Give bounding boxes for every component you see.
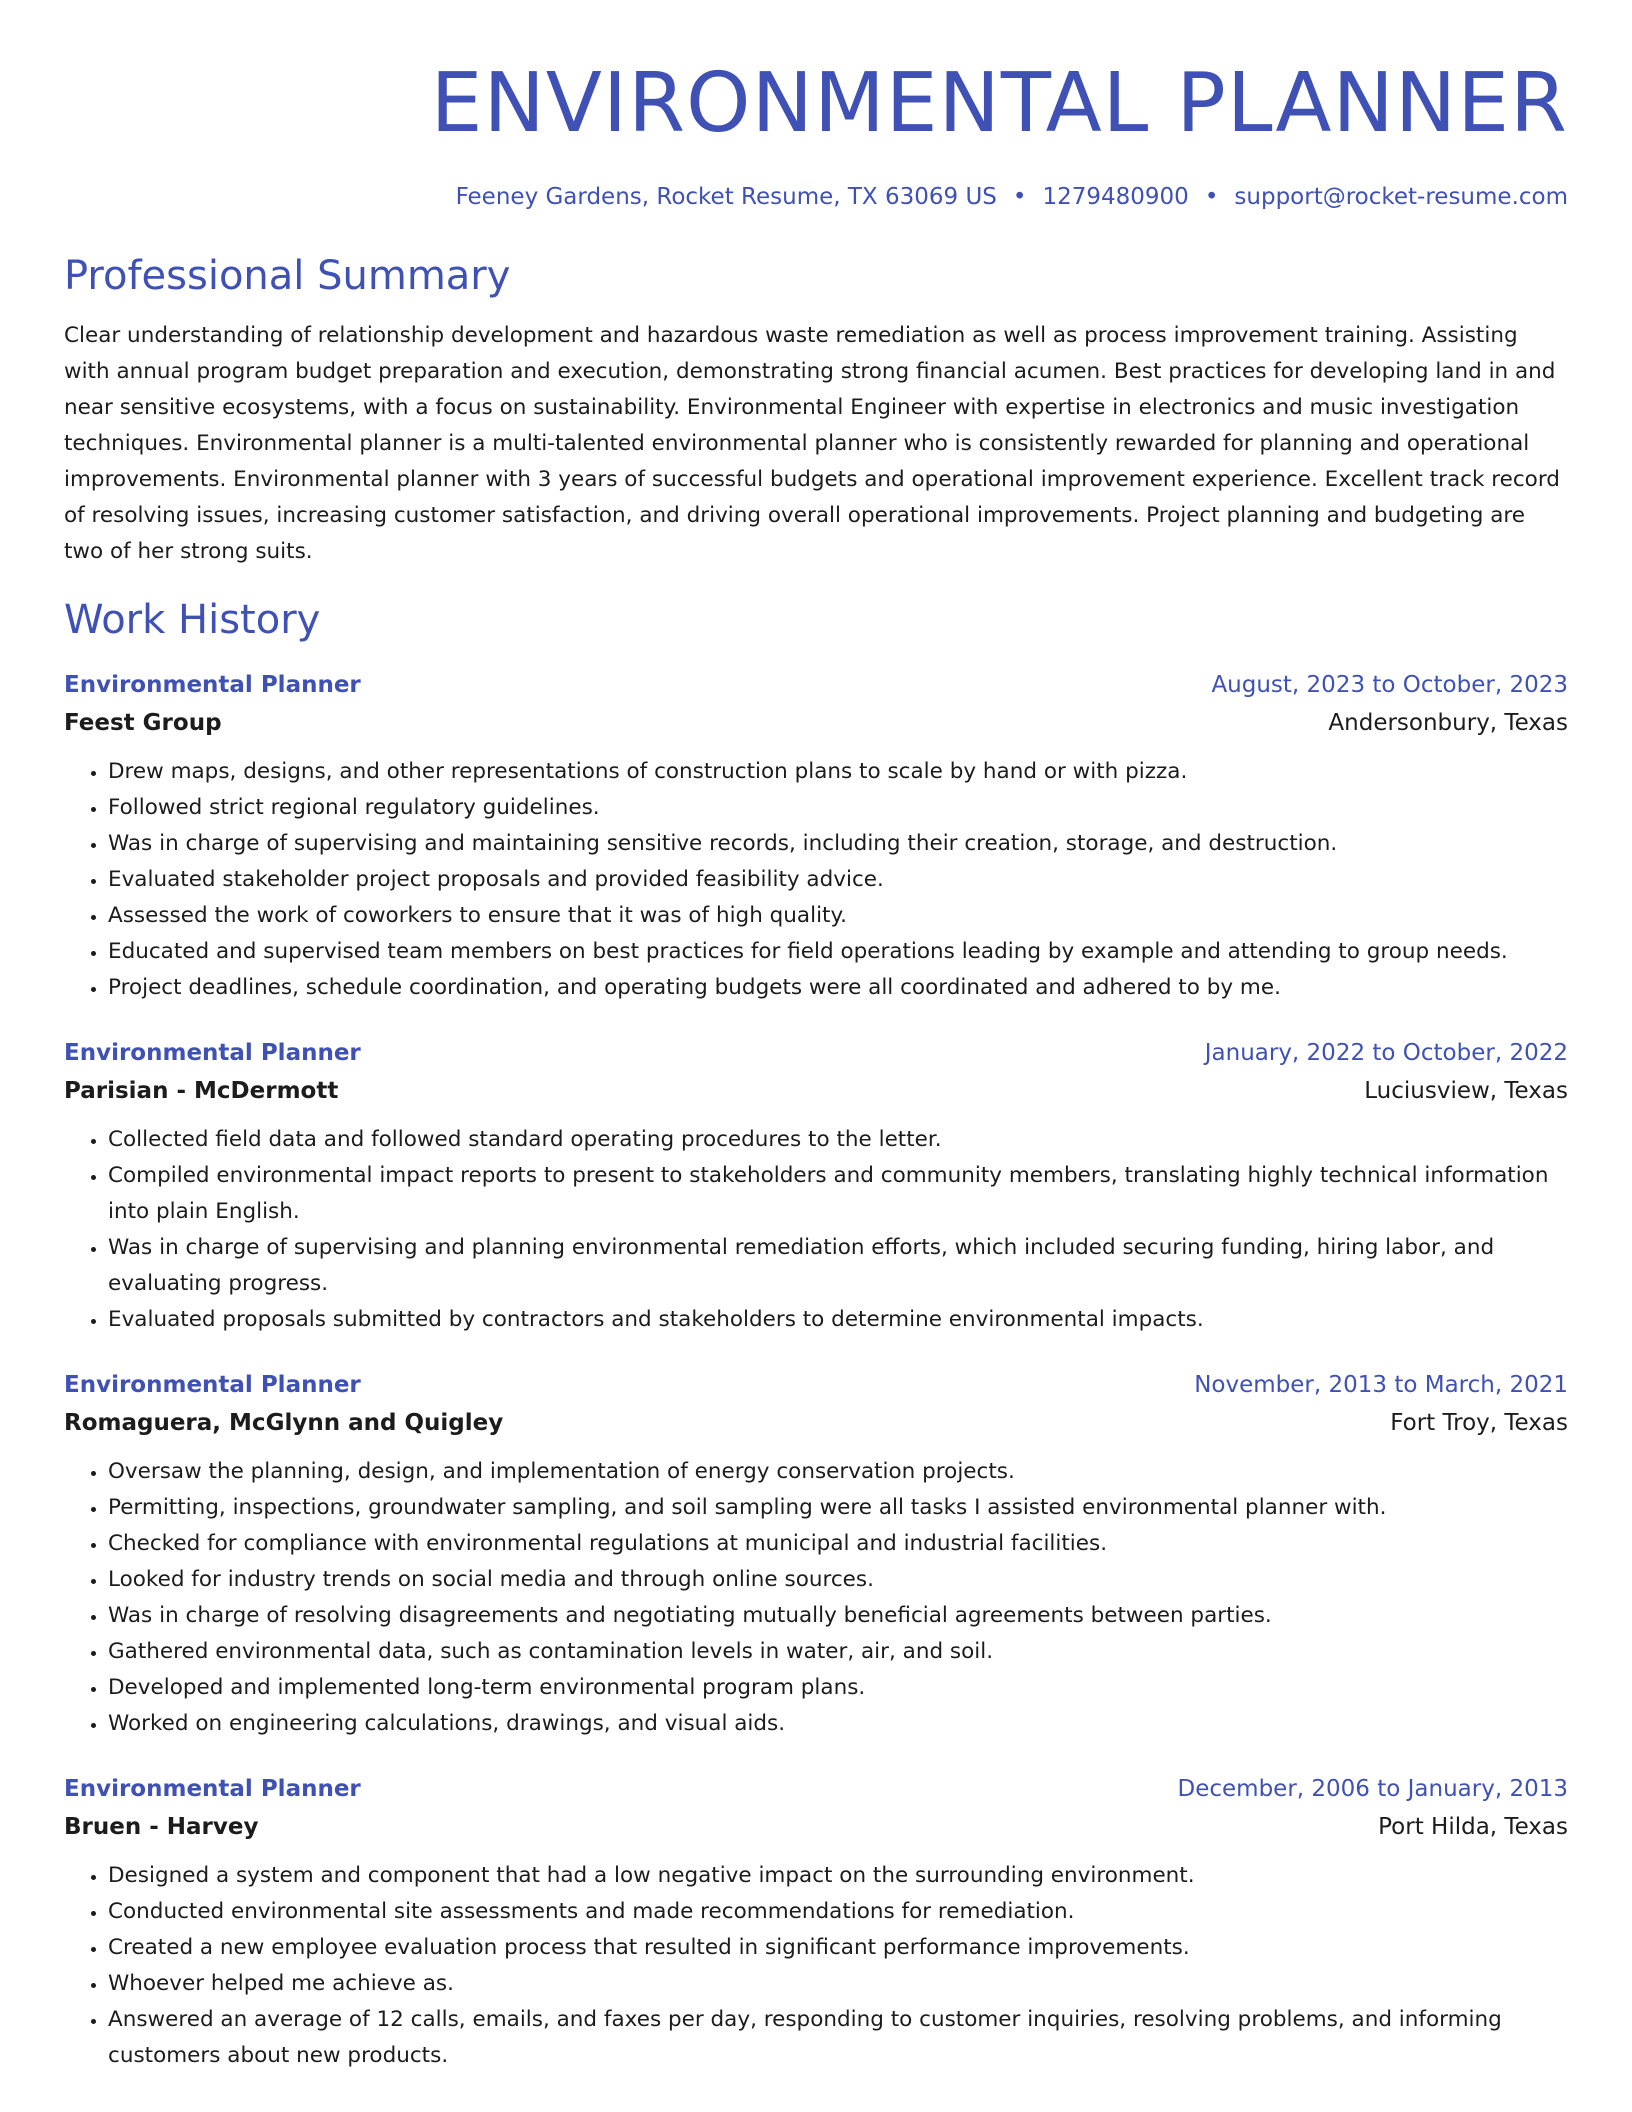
- job-bullet: • Educated and supervised team members on best practices for field operations leading by example and attending to group needs.: [108, 934, 1568, 970]
- job-entry: [64, 1366, 1568, 1742]
- job-location: Fort Troy, Texas: [1390, 1410, 1568, 1436]
- job-company: Parisian - McDermott: [64, 1078, 339, 1104]
- summary-heading: Professional Summary: [64, 253, 511, 299]
- job-bullet: • Designed a system and component that had a low negative impact on the surrounding environment.: [108, 1858, 1568, 1894]
- job-bullet: • Was in charge of resolving disagreements and negotiating mutually beneficial agreements between parties.: [108, 1598, 1568, 1634]
- job-bullets: [64, 1858, 1568, 2074]
- job-location: Luciusview, Texas: [1364, 1078, 1568, 1104]
- job-bullets: [64, 1122, 1568, 1338]
- job-bullet: • Worked on engineering calculations, drawings, and visual aids.: [108, 1706, 1568, 1742]
- job-bullet: • Created a new employee evaluation process that resulted in significant performance improvements.: [108, 1930, 1568, 1966]
- job-entry: [64, 1034, 1568, 1338]
- job-bullet: • Answered an average of 12 calls, emails, and faxes per day, responding to customer inquiries, resolving problems, and informing customers about new products.: [108, 2002, 1568, 2074]
- job-title: Environmental Planner: [64, 1372, 361, 1398]
- contact-email[interactable]: support@rocket-resume.com: [1234, 184, 1568, 210]
- job-entry: [64, 666, 1568, 1006]
- job-bullet: • Project deadlines, schedule coordination, and operating budgets were all coordinated and adhered to by me.: [108, 970, 1568, 1006]
- job-location: Andersonbury, Texas: [1328, 710, 1568, 736]
- job-title: Environmental Planner: [64, 1776, 361, 1802]
- job-bullet: • Gathered environmental data, such as contamination levels in water, air, and soil.: [108, 1634, 1568, 1670]
- job-bullet: • Conducted environmental site assessments and made recommendations for remediation.: [108, 1894, 1568, 1930]
- job-bullet: • Whoever helped me achieve as.: [108, 1966, 1568, 2002]
- job-dates: August, 2023 to October, 2023: [1211, 672, 1568, 698]
- job-bullet: • Looked for industry trends on social media and through online sources.: [108, 1562, 1568, 1598]
- job-list: [64, 666, 1568, 2074]
- contact-line: [64, 182, 1568, 212]
- contact-address: Feeney Gardens, Rocket Resume, TX 63069 US: [455, 184, 997, 210]
- job-bullet: • Followed strict regional regulatory guidelines.: [108, 790, 1568, 826]
- job-bullet: • Evaluated stakeholder project proposals and provided feasibility advice.: [108, 862, 1568, 898]
- resume-page: [64, 56, 1568, 2074]
- job-bullet: • Collected field data and followed standard operating procedures to the letter.: [108, 1122, 1568, 1158]
- job-bullet: • Was in charge of supervising and maintaining sensitive records, including their creation, storage, and destruction.: [108, 826, 1568, 862]
- job-bullet: • Was in charge of supervising and planning environmental remediation efforts, which included securing funding, hiring labor, and evaluating progress.: [108, 1230, 1568, 1302]
- job-dates: November, 2013 to March, 2021: [1194, 1372, 1568, 1398]
- separator-dot: •: [1204, 184, 1219, 210]
- job-bullets: [64, 1454, 1568, 1742]
- job-company: Romaguera, McGlynn and Quigley: [64, 1410, 504, 1436]
- job-entry: [64, 1770, 1568, 2074]
- job-bullet: • Evaluated proposals submitted by contractors and stakeholders to determine environmental impacts.: [108, 1302, 1568, 1338]
- summary-text: Clear understanding of relationship development and hazardous waste remediation as well as process improvement training. Assisting with annual program budget preparation and execution, demonstrating strong financial acumen. Best practices for developing land in and near sensitive ecosystems, with a focus on sustainability. Environmental Engineer with expertise in electronics and music investigation techniques. Environmental planner is a multi-talented environmental planner who is consistently rewarded for planning and operational improvements. Environmental planner with 3 years of successful budgets and operational improvement experience. Excellent track record of resolving issues, increasing customer satisfaction, and driving overall operational improvements. Project planning and budgeting are two of her strong suits.: [64, 323, 1560, 564]
- separator-dot: •: [1012, 184, 1027, 210]
- job-title: Environmental Planner: [64, 672, 361, 698]
- job-bullet: • Checked for compliance with environmental regulations at municipal and industrial facilities.: [108, 1526, 1568, 1562]
- resume-name-heading: ENVIRONMENTAL PLANNER: [430, 56, 1568, 151]
- job-bullet: • Compiled environmental impact reports to present to stakeholders and community members, translating highly technical information into plain English.: [108, 1158, 1568, 1230]
- job-location: Port Hilda, Texas: [1378, 1814, 1568, 1840]
- contact-phone: 1279480900: [1042, 184, 1189, 210]
- job-dates: January, 2022 to October, 2022: [1204, 1040, 1568, 1066]
- job-bullet: • Permitting, inspections, groundwater sampling, and soil sampling were all tasks I assisted environmental planner with.: [108, 1490, 1568, 1526]
- job-bullet: • Developed and implemented long-term environmental program plans.: [108, 1670, 1568, 1706]
- job-bullet: • Oversaw the planning, design, and implementation of energy conservation projects.: [108, 1454, 1568, 1490]
- job-company: Bruen - Harvey: [64, 1814, 259, 1840]
- job-company: Feest Group: [64, 710, 222, 736]
- job-bullet: • Drew maps, designs, and other representations of construction plans to scale by hand or with pizza.: [108, 754, 1568, 790]
- job-dates: December, 2006 to January, 2013: [1177, 1776, 1568, 1802]
- job-bullets: [64, 754, 1568, 1006]
- job-bullet: • Assessed the work of coworkers to ensure that it was of high quality.: [108, 898, 1568, 934]
- work-history-heading: Work History: [64, 597, 321, 643]
- job-title: Environmental Planner: [64, 1040, 361, 1066]
